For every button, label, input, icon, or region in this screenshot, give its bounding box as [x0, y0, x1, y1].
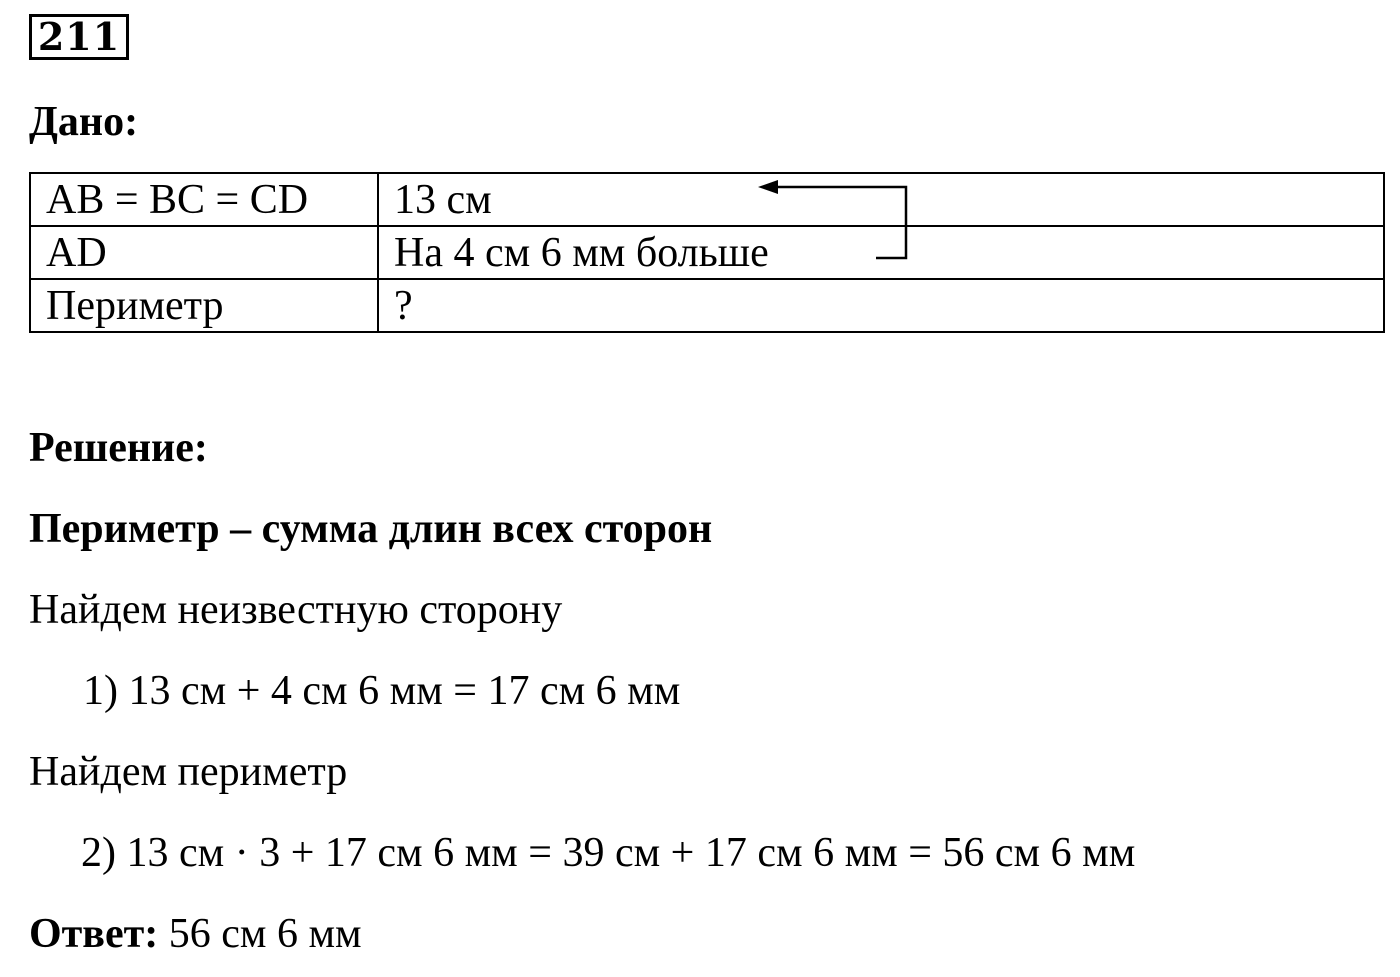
task-number: 211	[29, 14, 129, 60]
step1-intro: Найдем неизвестную сторону	[29, 587, 563, 633]
step2-calculation: 2) 13 см · 3 + 17 см 6 мм = 39 см + 17 см 6 мм = 56 см 6 мм	[81, 830, 1136, 876]
row-label-sides: AB = BC = CD	[30, 173, 378, 226]
answer-line	[29, 910, 362, 958]
step1-calculation: 1) 13 см + 4 см 6 мм = 17 см 6 мм	[83, 668, 681, 714]
row-label-ad: AD	[30, 226, 378, 279]
step2-intro: Найдем периметр	[29, 749, 348, 795]
answer-label: Ответ:	[29, 911, 159, 957]
table-row	[30, 173, 1384, 226]
answer-value: 56 см 6 мм	[168, 911, 362, 957]
table-row	[30, 226, 1384, 279]
row-value-sides: 13 см	[378, 173, 1384, 226]
given-heading: Дано:	[29, 99, 139, 145]
given-table	[29, 172, 1385, 333]
row-label-perimeter: Периметр	[30, 279, 378, 332]
row-value-ad: На 4 см 6 мм больше	[378, 226, 1384, 279]
row-value-perimeter: ?	[378, 279, 1384, 332]
perimeter-definition: Периметр – сумма длин всех сторон	[29, 506, 713, 552]
solution-heading: Решение:	[29, 425, 208, 471]
table-row	[30, 279, 1384, 332]
